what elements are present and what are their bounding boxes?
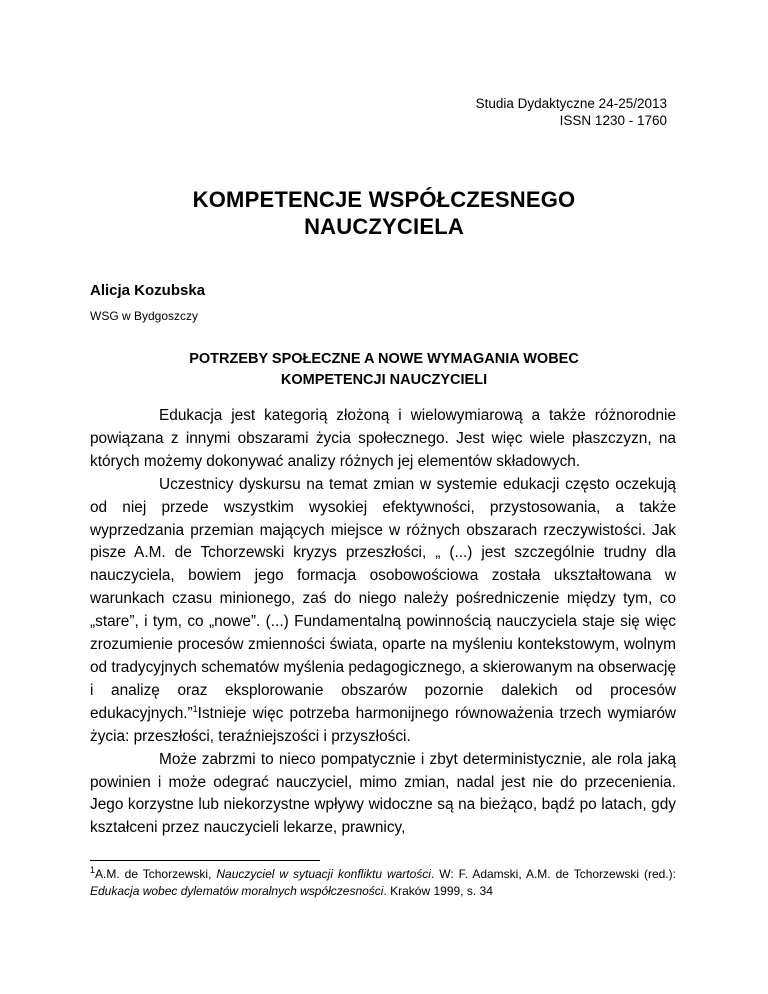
section-heading xyxy=(90,349,678,391)
author-name: Alicja Kozubska xyxy=(90,282,206,299)
body-text xyxy=(90,405,676,840)
footnote-number: 1 xyxy=(90,865,96,875)
footnote-title-2: Edukacja wobec dylematów moralnych współczesności xyxy=(90,883,384,898)
paragraph-2 xyxy=(90,474,676,749)
footnote-separator xyxy=(90,860,320,861)
issn: ISSN 1230 - 1760 xyxy=(559,113,667,128)
author-affiliation: WSG w Bydgoszczy xyxy=(90,309,199,323)
paragraph-1: Edukacja jest kategorią złożoną i wielowymiarową a także różnorodnie powiązana z innymi obszarami życia społecznego. Jest więc wiele płaszczyzn, na których możemy dokonywać analizy różnych jej elementów składowych. xyxy=(90,407,676,470)
section-heading-line-2: KOMPETENCJI NAUCZYCIELI xyxy=(280,372,488,388)
paragraph-3: Może zabrzmi to nieco pompatycznie i zbyt deterministycznie, ale rola jaką powinien i może odegrać nauczyciel, mimo zmian, nadal jest nie do przecenienia. Jego korzystne lub niekorzystne wpływy widoczne są na bieżąco, bądź po latach, gdy kształceni przez nauczycieli lekarze, prawnicy, xyxy=(90,750,676,837)
title-line-2: NAUCZYCIELA xyxy=(304,214,464,239)
footnote-end: . Kraków 1999, s. 34 xyxy=(383,883,493,898)
footnote-title-1: Nauczyciel w sytuacji konfliktu wartości xyxy=(216,867,431,881)
paragraph-2-text: Uczestnicy dyskursu na temat zmian w systemie edukacji często oczekują od niej przede wszystkim wysokiej efektywności, przystosowania, a także wyprzedzania przemian mających miejsce w różnych obszarach rzeczywistości. Jak pisze A.M. de Tchorzewski kryzys przeszłości, „ (...) jest szczególnie trudny dla nauczyciela, bowiem jego formacja osobowościowa została ukształtowana w warunkach czasu minionego, zaś do niego należy pośredniczenie między tym, co „stare”, i tym, co „nowe”. (...) Fundamentalną powinnością nauczyciela staje się więc zrozumienie procesów zmienności świata, oparte na myśleniu kontekstowym, wolnym od tradycyjnych schematów myślenia pedagogicznego, a skierowanym na obserwację i analizę oraz eksplorowanie obszarów pozornie dalekich od procesów edukacyjnych.” xyxy=(90,475,677,722)
paragraph-2-continuation: Istnieje więc potrzeba harmonijnego równoważenia trzech wymiarów życia: przeszłości, teraźniejszości i przyszłości. xyxy=(90,704,676,745)
footnote-author: A.M. de Tchorzewski, xyxy=(95,867,217,881)
footnote xyxy=(90,866,676,899)
footnote-reference[interactable]: 1 xyxy=(192,703,198,714)
journal-name: Studia Dydaktyczne 24-25/2013 xyxy=(475,96,667,111)
section-heading-line-1: POTRZEBY SPOŁECZNE A NOWE WYMAGANIA WOBEC xyxy=(189,351,579,367)
footnote-middle: . W: F. Adamski, A.M. de Tchorzewski (red.): xyxy=(430,867,677,881)
article-title xyxy=(0,186,768,240)
journal-header xyxy=(476,95,667,129)
title-line-1: KOMPETENCJE WSPÓŁCZESNEGO xyxy=(192,187,576,212)
